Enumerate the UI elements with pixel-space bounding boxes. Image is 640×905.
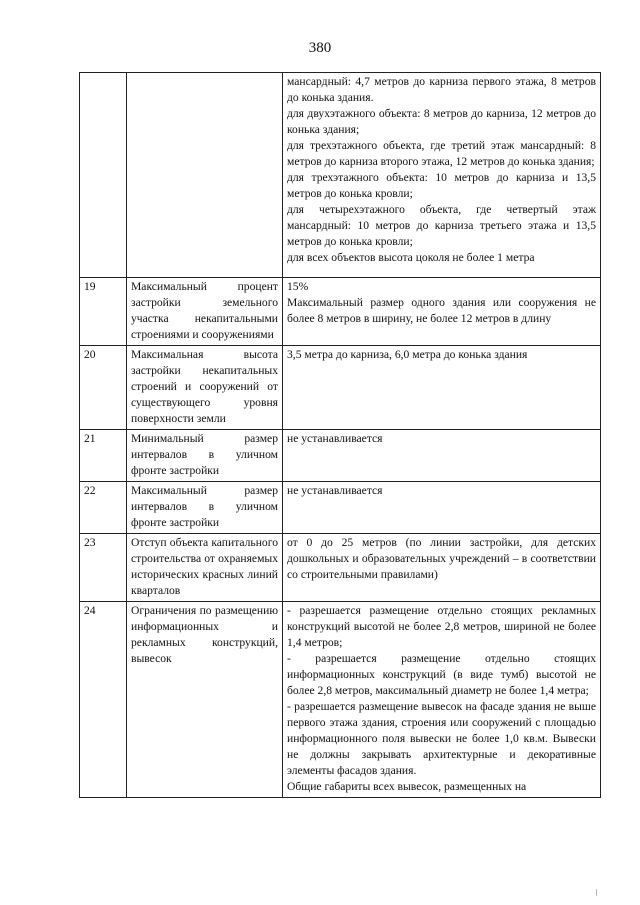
row-number-cell: [80, 73, 127, 278]
table-row: [80, 278, 601, 346]
parameter-name-cell: Максимальный размер интервалов в уличном фронте застройки: [127, 482, 283, 534]
parameter-name-cell: Максимальная высота застройки некапитальных строений и сооружений от существующего уровня поверхности земли: [127, 346, 283, 430]
table-row: [80, 482, 601, 534]
row-number-cell: 20: [80, 346, 127, 430]
restriction-item: - разрешается размещение отдельно стоящих рекламных конструкций высотой не более 2,8 метров, шириной не более 1,4 метров;: [287, 604, 596, 649]
value-line: 3,5 метра до карниза, 6,0 метра до конька здания: [287, 348, 528, 361]
value-line: для трехэтажного объекта, где третий этаж мансардный: 8 метров до карниза второго этажа, 12 метров до конька здания;: [287, 139, 596, 168]
value-line: мансардный: 4,7 метров до карниза первого этажа, 8 метров до конька здания.: [287, 75, 596, 104]
parameter-value-cell: [283, 602, 601, 798]
table-row: [80, 430, 601, 482]
parameter-value-cell: [283, 482, 601, 534]
value-line: 15%: [287, 280, 309, 293]
parameter-name-cell: Отступ объекта капитального строительства от охраняемых исторических красных линий кварталов: [127, 534, 283, 602]
parameter-value-cell: [283, 534, 601, 602]
parameter-name-cell: Минимальный размер интервалов в уличном фронте застройки: [127, 430, 283, 482]
scan-artifact: [596, 889, 597, 896]
row-number-cell: 21: [80, 430, 127, 482]
regulations-table: [79, 72, 601, 798]
row-number-cell: 19: [80, 278, 127, 346]
table-row: [80, 602, 601, 798]
table-row: [80, 346, 601, 430]
value-line: не устанавливается: [287, 484, 383, 497]
parameter-name-cell: Ограничения по размещению информационных и рекламных конструкций, вывесок: [127, 602, 283, 798]
value-line: для четырехэтажного объекта, где четвертый этаж мансардный: 10 метров до карниза третьего этажа и 13,5 метров до конька кровли;: [287, 203, 596, 248]
value-line: для трехэтажного объекта: 10 метров до карниза и 13,5 метров до конька кровли;: [287, 171, 596, 200]
value-line: для всех объектов высота цоколя не более 1 метра: [287, 251, 535, 264]
row-number-cell: 22: [80, 482, 127, 534]
parameter-name-cell: Максимальный процент застройки земельного участка некапитальными строениями и сооружениями: [127, 278, 283, 346]
parameter-value-cell: [283, 278, 601, 346]
page-number: 380: [308, 40, 332, 56]
row-number-cell: 24: [80, 602, 127, 798]
restriction-item: Общие габариты всех вывесок, размещенных на: [287, 780, 527, 793]
parameter-value-cell: [283, 430, 601, 482]
value-line: для двухэтажного объекта: 8 метров до карниза, 12 метров до конька здания;: [287, 107, 596, 136]
parameter-name-cell: [127, 73, 283, 278]
restriction-item: - разрешается размещение вывесок на фасаде здания не выше первого этажа здания, строения или сооружений с площадью информационного поля вывески не более 1,0 кв.м. Вывески не должны закрывать архитектурные и декоративные элементы фасадов здания.: [287, 700, 596, 777]
restriction-item: - разрешается размещение отдельно стоящих информационных конструкций (в виде тумб) высотой не более 2,8 метров, максимальный диаметр не более 1,4 метра;: [287, 652, 596, 697]
row-number-cell: 23: [80, 534, 127, 602]
value-line: не устанавливается: [287, 432, 383, 445]
table-row-continued: [80, 73, 601, 278]
table-row: [80, 534, 601, 602]
value-line: Максимальный размер одного здания или сооружения не более 8 метров в ширину, не более 12 метров в длину: [287, 296, 596, 325]
parameter-value-cell: [283, 346, 601, 430]
parameter-value-cell: [283, 73, 601, 278]
value-line: от 0 до 25 метров (по линии застройки, для детских дошкольных и образовательных учреждений – в соответствии со строительными правилами): [287, 536, 596, 581]
